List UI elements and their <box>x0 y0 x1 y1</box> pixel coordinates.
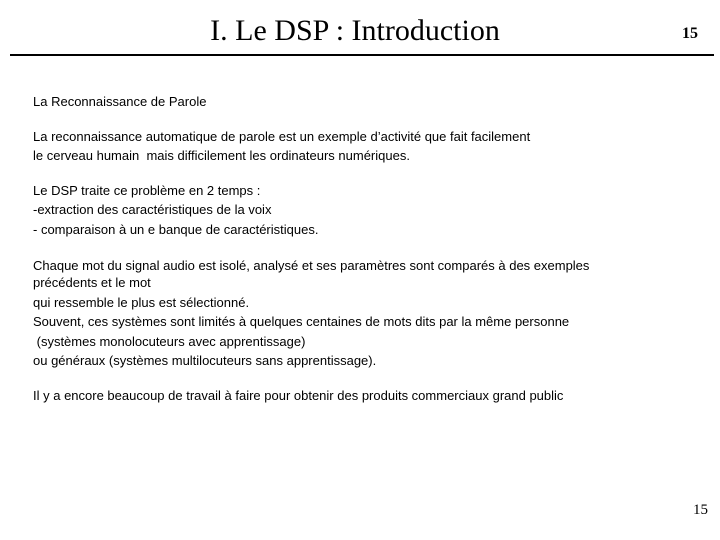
section-heading: La Reconnaissance de Parole <box>33 94 207 109</box>
paragraph-3-line-5: (systèmes monolocuteurs avec apprentissage) <box>33 333 306 349</box>
paragraph-3-line-2: précédents et le mot <box>33 275 151 290</box>
footer-page-number: 15 <box>693 502 708 518</box>
paragraph-3-line-6: ou généraux (systèmes multilocuteurs sans apprentissage). <box>33 353 377 368</box>
paragraph-2-line-1: Le DSP traite ce problème en 2 temps : <box>33 182 261 198</box>
paragraph-1-line-2: le cerveau humain mais difficilement les ordinateurs numériques. <box>33 148 410 163</box>
paragraph-4-line-1: Il y a encore beaucoup de travail à faire pour obtenir des produits commerciaux grand public <box>33 387 564 403</box>
header-page-number: 15 <box>682 25 698 42</box>
paragraph-3-line-4: Souvent, ces systèmes sont limités à quelques centaines de mots dits par la même personne <box>33 314 570 329</box>
paragraph-3-line-1: Chaque mot du signal audio est isolé, analysé et ses paramètres sont comparés à des exemples <box>33 258 590 273</box>
paragraph-2-line-3: - comparaison à un e banque de caractéristiques. <box>33 221 319 237</box>
paragraph-2-line-2: -extraction des caractéristiques de la voix <box>33 202 272 217</box>
slide-body <box>33 92 703 405</box>
title-divider <box>10 54 714 56</box>
paragraph-1-line-1: La reconnaissance automatique de parole est un exemple d’activité que fait facilement <box>33 128 531 144</box>
slide-title: I. Le DSP : Introduction <box>210 14 500 47</box>
paragraph-3-line-3: qui ressemble le plus est sélectionné. <box>33 294 250 310</box>
